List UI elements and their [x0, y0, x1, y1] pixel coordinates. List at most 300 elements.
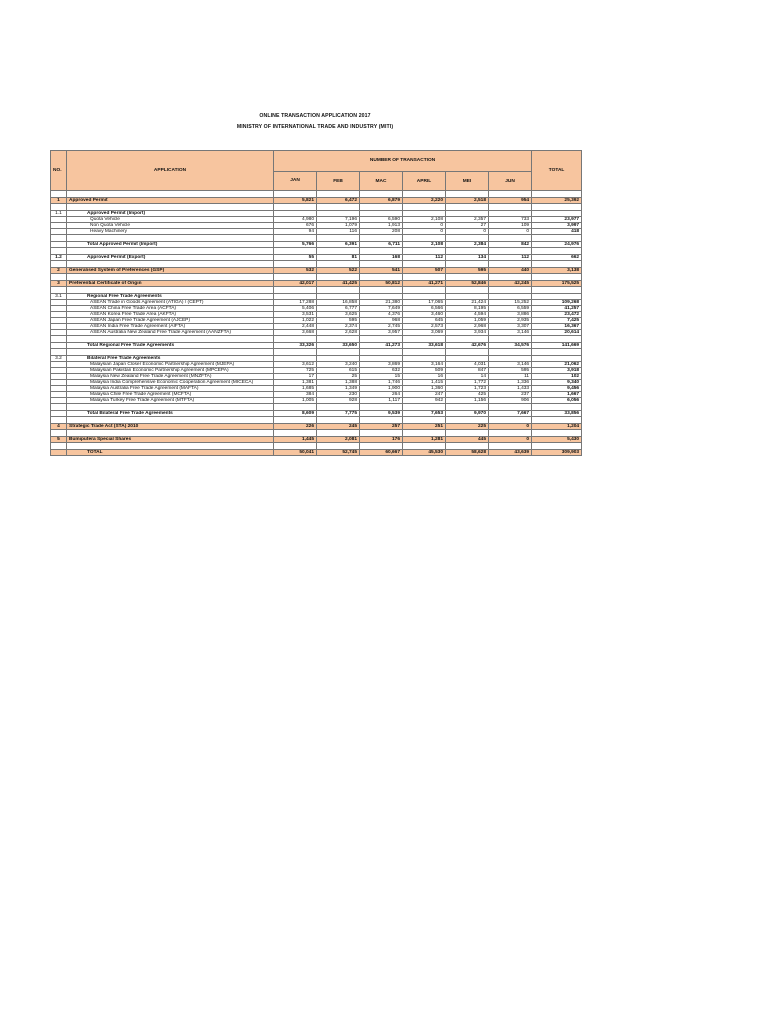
value-april: 16 — [403, 374, 446, 380]
value-jan: 4,980 — [274, 217, 317, 223]
spacer-cell — [360, 417, 403, 424]
value-jan: 17,288 — [274, 300, 317, 306]
row-label: ASEAN Japan Free Trade Agreement (AJCEP) — [67, 318, 274, 324]
spacer-cell — [67, 191, 274, 198]
value-jan: 2,448 — [274, 324, 317, 330]
value-april: 507 — [403, 268, 446, 274]
spacer-cell — [403, 404, 446, 411]
row-number: 3 — [51, 281, 67, 287]
spacer-cell — [360, 191, 403, 198]
value-april: 7,653 — [403, 411, 446, 417]
row-label: ASEAN China Free Trade Area (ACFTA) — [67, 306, 274, 312]
value-jan: 1,381 — [274, 380, 317, 386]
value-jan: 94 — [274, 229, 317, 235]
spacer-cell — [360, 336, 403, 343]
value-feb: 116 — [317, 229, 360, 235]
value-jun: 1,433 — [489, 386, 532, 392]
value-mei: 4,594 — [446, 312, 489, 318]
row-label: Heavy Machinery — [67, 229, 274, 235]
value-mei: 2,518 — [446, 198, 489, 204]
spacer-cell — [489, 235, 532, 242]
header-application: APPLICATION — [67, 151, 274, 191]
spacer-cell — [67, 248, 274, 255]
spacer-cell — [446, 417, 489, 424]
value-april: 645 — [403, 318, 446, 324]
spacer-cell — [532, 274, 582, 281]
value-jan: 725 — [274, 368, 317, 374]
value-mac: 3,869 — [360, 362, 403, 368]
spacer-cell — [274, 443, 317, 450]
value-total: 1,204 — [532, 424, 582, 430]
value-mac: 7,649 — [360, 306, 403, 312]
value-mac: 6,711 — [360, 242, 403, 248]
spacer-cell — [67, 417, 274, 424]
value-april: 6,566 — [403, 306, 446, 312]
value-total: 309,903 — [532, 450, 582, 456]
value-mei: 4,031 — [446, 362, 489, 368]
value-feb: 6,472 — [317, 198, 360, 204]
spacer-cell — [489, 404, 532, 411]
value-total: 33,856 — [532, 411, 582, 417]
spacer-cell — [446, 349, 489, 356]
value-april: 2,573 — [403, 324, 446, 330]
value-april: 1,415 — [403, 380, 446, 386]
row-label: ASEAN Korea Free Trade Area (AKFTA) — [67, 312, 274, 318]
value-feb: 52,745 — [317, 450, 360, 456]
value-april: 0 — [403, 223, 446, 229]
row-label: Malaysian Japan Closer Economic Partnership Agreement (MJEPA) — [67, 362, 274, 368]
value-mei: 225 — [446, 424, 489, 430]
value-jan: 5,406 — [274, 306, 317, 312]
value-total: 20,614 — [532, 330, 582, 336]
value-april: 2,108 — [403, 217, 446, 223]
header-month-mac: MAC — [360, 172, 403, 191]
value-mei: 1,156 — [446, 398, 489, 404]
value-jan: 1,685 — [274, 386, 317, 392]
value-mac: 60,667 — [360, 450, 403, 456]
value-jun: 43,639 — [489, 450, 532, 456]
value-total: 109,268 — [532, 300, 582, 306]
value-jan: 3,668 — [274, 330, 317, 336]
value-jun: 0 — [489, 229, 532, 235]
value-mac: 15 — [360, 374, 403, 380]
row-number: 1.1 — [51, 211, 67, 217]
spacer-cell — [403, 191, 446, 198]
value-jun: 237 — [489, 392, 532, 398]
spacer-cell — [274, 430, 317, 437]
spacer-cell — [532, 191, 582, 198]
value-total: 6,056 — [532, 398, 582, 404]
spacer-cell — [532, 430, 582, 437]
value-feb: 3,240 — [317, 362, 360, 368]
value-mei: 1,059 — [446, 318, 489, 324]
spacer-cell — [67, 404, 274, 411]
value-total: 23,472 — [532, 312, 582, 318]
value-feb: 25 — [317, 374, 360, 380]
spacer-cell — [446, 443, 489, 450]
spacer-cell — [360, 248, 403, 255]
value-april: 41,271 — [403, 281, 446, 287]
spacer-cell — [489, 261, 532, 268]
spacer-cell — [67, 336, 274, 343]
value-feb: 615 — [317, 368, 360, 374]
value-mei: 52,846 — [446, 281, 489, 287]
value-april: 112 — [403, 255, 446, 261]
transaction-table — [50, 150, 582, 456]
spacer-cell — [489, 443, 532, 450]
value-april: 33,618 — [403, 343, 446, 349]
value-feb: 6,391 — [317, 242, 360, 248]
value-jan: 1,022 — [274, 318, 317, 324]
spacer-row — [51, 204, 582, 211]
value-jun: 0 — [489, 424, 532, 430]
spacer-cell — [274, 404, 317, 411]
value-april: 17,065 — [403, 300, 446, 306]
value-jun: 42,245 — [489, 281, 532, 287]
spacer-cell — [274, 235, 317, 242]
row-label: Malaysian Pakistan Economic Partnership Agreement (MPCEPA) — [67, 368, 274, 374]
spacer-cell — [532, 404, 582, 411]
value-mac: 208 — [360, 229, 403, 235]
value-jun: 440 — [489, 268, 532, 274]
spacer-row — [51, 261, 582, 268]
row-label: Generalised System of Preferences (GSP) — [67, 268, 274, 274]
value-mac: 1,913 — [360, 223, 403, 229]
value-mac: 632 — [360, 368, 403, 374]
value-mac: 1,746 — [360, 380, 403, 386]
spacer-cell — [274, 417, 317, 424]
spacer-cell — [360, 404, 403, 411]
value-jun: 6,559 — [489, 306, 532, 312]
row-label: Approved Permit (Export) — [67, 255, 274, 261]
row-label: Malaysia New Zealand Free Trade Agreement (MNZFTA) — [67, 374, 274, 380]
value-april: 942 — [403, 398, 446, 404]
spacer-cell — [532, 417, 582, 424]
spacer-row — [51, 443, 582, 450]
value-mei: 42,676 — [446, 343, 489, 349]
row-label: Malaysia India Comprehensive Economic Cooperation Agreement (MICECA) — [67, 380, 274, 386]
spacer-cell — [67, 430, 274, 437]
value-feb: 230 — [317, 392, 360, 398]
spacer-cell — [532, 248, 582, 255]
spacer-cell — [360, 443, 403, 450]
row-label: Non Quota Vehicle — [67, 223, 274, 229]
spacer-cell — [274, 261, 317, 268]
value-mac: 6,590 — [360, 217, 403, 223]
row-label: Strategic Trade Act (STA) 2010 — [67, 424, 274, 430]
value-jan: 676 — [274, 223, 317, 229]
value-total: 3,138 — [532, 268, 582, 274]
value-mac: 1,117 — [360, 398, 403, 404]
spacer-cell — [446, 430, 489, 437]
value-mei: 2,384 — [446, 242, 489, 248]
row-number: 1.2 — [51, 255, 67, 261]
value-jun: 954 — [489, 198, 532, 204]
value-jun: 15,252 — [489, 300, 532, 306]
spacer-cell — [317, 404, 360, 411]
value-april: 1,360 — [403, 386, 446, 392]
value-jun: 3,307 — [489, 324, 532, 330]
value-total: 25,392 — [532, 198, 582, 204]
value-feb: 522 — [317, 268, 360, 274]
value-mei: 0 — [446, 229, 489, 235]
value-mei: 134 — [446, 255, 489, 261]
spacer-cell — [489, 191, 532, 198]
spacer-cell — [51, 274, 67, 281]
value-jun: 3,146 — [489, 362, 532, 368]
value-mei: 8,195 — [446, 306, 489, 312]
value-jun: 1,336 — [489, 380, 532, 386]
spacer-cell — [317, 443, 360, 450]
value-mac: 176 — [360, 437, 403, 443]
spacer-cell — [532, 235, 582, 242]
spacer-cell — [51, 261, 67, 268]
header-month-april: APRIL — [403, 172, 446, 191]
row-number: 3.2 — [51, 356, 67, 362]
value-jun: 2,935 — [489, 318, 532, 324]
spacer-cell — [67, 287, 274, 294]
spacer-cell — [317, 274, 360, 281]
spacer-row — [51, 191, 582, 198]
spacer-cell — [489, 248, 532, 255]
value-mac: 41,273 — [360, 343, 403, 349]
table-body — [51, 151, 582, 456]
spacer-cell — [489, 274, 532, 281]
spacer-cell — [274, 349, 317, 356]
value-jan: 17 — [274, 374, 317, 380]
spacer-cell — [403, 336, 446, 343]
value-feb: 16,858 — [317, 300, 360, 306]
value-total: 662 — [532, 255, 582, 261]
spacer-cell — [403, 204, 446, 211]
row-number: 2 — [51, 268, 67, 274]
row-label: Approved Permit (Import) — [67, 211, 274, 217]
value-mac: 6,879 — [360, 198, 403, 204]
row-number: 1 — [51, 198, 67, 204]
spacer-cell — [317, 417, 360, 424]
value-mei: 3,934 — [446, 330, 489, 336]
value-april: 1,281 — [403, 437, 446, 443]
value-feb: 41,425 — [317, 281, 360, 287]
value-jun: 3,886 — [489, 312, 532, 318]
spacer-cell — [67, 204, 274, 211]
spacer-cell — [489, 430, 532, 437]
spacer-cell — [532, 336, 582, 343]
value-feb: 7,775 — [317, 411, 360, 417]
row-label: Total Approved Permit (Import) — [67, 242, 274, 248]
spacer-cell — [489, 349, 532, 356]
value-jan: 532 — [274, 268, 317, 274]
value-mei: 27 — [446, 223, 489, 229]
row-label: Approved Permit — [67, 198, 274, 204]
value-jun: 906 — [489, 398, 532, 404]
value-april: 3,460 — [403, 312, 446, 318]
value-jan: 1,445 — [274, 437, 317, 443]
header-month-mei: MEI — [446, 172, 489, 191]
value-mei: 14 — [446, 374, 489, 380]
spacer-cell — [403, 248, 446, 255]
report-subtitle: MINISTRY OF INTERNATIONAL TRADE AND INDUSTRY (MITI) — [236, 124, 394, 130]
value-jun: 34,576 — [489, 343, 532, 349]
spacer-row — [51, 336, 582, 343]
spacer-cell — [51, 349, 67, 356]
value-jun: 733 — [489, 217, 532, 223]
value-mei: 58,628 — [446, 450, 489, 456]
header-total: TOTAL — [532, 151, 582, 191]
value-total: 3,918 — [532, 368, 582, 374]
value-feb: 81 — [317, 255, 360, 261]
spacer-cell — [360, 430, 403, 437]
value-total: 5,430 — [532, 437, 582, 443]
spacer-cell — [67, 443, 274, 450]
value-feb: 3,625 — [317, 312, 360, 318]
spacer-cell — [403, 235, 446, 242]
value-april: 509 — [403, 368, 446, 374]
value-mac: 968 — [360, 318, 403, 324]
spacer-cell — [360, 204, 403, 211]
value-jun: 109 — [489, 223, 532, 229]
spacer-cell — [532, 204, 582, 211]
row-number: 5 — [51, 437, 67, 443]
value-feb: 2,374 — [317, 324, 360, 330]
spacer-cell — [317, 191, 360, 198]
value-mac: 2,745 — [360, 324, 403, 330]
header-row-top — [51, 151, 582, 172]
row-label: TOTAL — [67, 450, 274, 456]
value-jun: 595 — [489, 368, 532, 374]
spacer-row — [51, 248, 582, 255]
spacer-row — [51, 404, 582, 411]
spacer-cell — [317, 349, 360, 356]
header-group: NUMBER OF TRANSACTION — [274, 151, 532, 172]
spacer-cell — [51, 248, 67, 255]
row-grand-total — [51, 450, 582, 456]
value-feb: 1,388 — [317, 380, 360, 386]
value-total: 9,340 — [532, 380, 582, 386]
spacer-cell — [317, 261, 360, 268]
value-total: 24,976 — [532, 242, 582, 248]
spacer-cell — [274, 287, 317, 294]
row-label: Total Regional Free Trade Agreements — [67, 343, 274, 349]
value-jan: 8,609 — [274, 411, 317, 417]
row-label: Bumiputera Special Shares — [67, 437, 274, 443]
value-feb: 1,079 — [317, 223, 360, 229]
value-feb: 33,650 — [317, 343, 360, 349]
row-number — [51, 450, 67, 456]
value-april: 247 — [403, 392, 446, 398]
value-jan: 5,766 — [274, 242, 317, 248]
spacer-cell — [532, 349, 582, 356]
value-april: 2,220 — [403, 198, 446, 204]
spacer-cell — [446, 204, 489, 211]
spacer-cell — [51, 443, 67, 450]
spacer-cell — [317, 248, 360, 255]
spacer-cell — [51, 191, 67, 198]
row-label: Regional Free Trade Agreements — [67, 294, 274, 300]
value-feb: 245 — [317, 424, 360, 430]
value-jun: 112 — [489, 255, 532, 261]
value-total: 418 — [532, 229, 582, 235]
value-mei: 21,424 — [446, 300, 489, 306]
value-total: 3,997 — [532, 223, 582, 229]
value-april: 2,108 — [403, 242, 446, 248]
spacer-cell — [403, 274, 446, 281]
spacer-cell — [489, 417, 532, 424]
value-feb: 1,349 — [317, 386, 360, 392]
spacer-cell — [360, 274, 403, 281]
spacer-cell — [51, 287, 67, 294]
spacer-cell — [360, 235, 403, 242]
value-mei: 2,357 — [446, 217, 489, 223]
spacer-cell — [360, 349, 403, 356]
header-month-jun: JUN — [489, 172, 532, 191]
value-jan: 384 — [274, 392, 317, 398]
value-april: 3,164 — [403, 362, 446, 368]
spacer-cell — [274, 248, 317, 255]
value-april: 251 — [403, 424, 446, 430]
value-jun: 842 — [489, 242, 532, 248]
value-april: 0 — [403, 229, 446, 235]
spacer-cell — [403, 417, 446, 424]
value-total: 21,062 — [532, 362, 582, 368]
spacer-cell — [403, 287, 446, 294]
value-jan: 1,005 — [274, 398, 317, 404]
value-mei: 445 — [446, 437, 489, 443]
value-total: 23,977 — [532, 217, 582, 223]
row-label: Quota Vehicle — [67, 217, 274, 223]
spacer-cell — [67, 274, 274, 281]
spacer-cell — [317, 235, 360, 242]
spacer-cell — [51, 430, 67, 437]
value-feb: 2,081 — [317, 437, 360, 443]
value-total: 141,669 — [532, 343, 582, 349]
spacer-cell — [489, 336, 532, 343]
value-total: 9,456 — [532, 386, 582, 392]
row-label: Malaysia Australia Free Trade Agreement (MAFTA) — [67, 386, 274, 392]
spacer-cell — [403, 261, 446, 268]
row-label: ASEAN India Free Trade Agreement (AIFTA) — [67, 324, 274, 330]
row-number: 4 — [51, 424, 67, 430]
spacer-cell — [446, 248, 489, 255]
value-jan: 5,821 — [274, 198, 317, 204]
spacer-cell — [274, 274, 317, 281]
value-jun: 11 — [489, 374, 532, 380]
value-mei: 425 — [446, 392, 489, 398]
spacer-cell — [446, 261, 489, 268]
value-feb: 7,196 — [317, 217, 360, 223]
spacer-cell — [403, 349, 446, 356]
value-mei: 595 — [446, 268, 489, 274]
value-feb: 595 — [317, 318, 360, 324]
spacer-cell — [274, 204, 317, 211]
spacer-cell — [446, 404, 489, 411]
value-jan: 3,531 — [274, 312, 317, 318]
value-mac: 168 — [360, 255, 403, 261]
value-mac: 257 — [360, 424, 403, 430]
spacer-cell — [274, 336, 317, 343]
row-label: ASEAN Australia New Zealand Free Trade Agreement (AANZFTA) — [67, 330, 274, 336]
value-total: 7,425 — [532, 318, 582, 324]
spacer-cell — [67, 349, 274, 356]
spacer-cell — [489, 204, 532, 211]
value-jan: 55 — [274, 255, 317, 261]
value-april: 3,069 — [403, 330, 446, 336]
spacer-cell — [51, 204, 67, 211]
value-mac: 264 — [360, 392, 403, 398]
value-feb: 6,777 — [317, 306, 360, 312]
spacer-cell — [403, 430, 446, 437]
spacer-cell — [446, 191, 489, 198]
